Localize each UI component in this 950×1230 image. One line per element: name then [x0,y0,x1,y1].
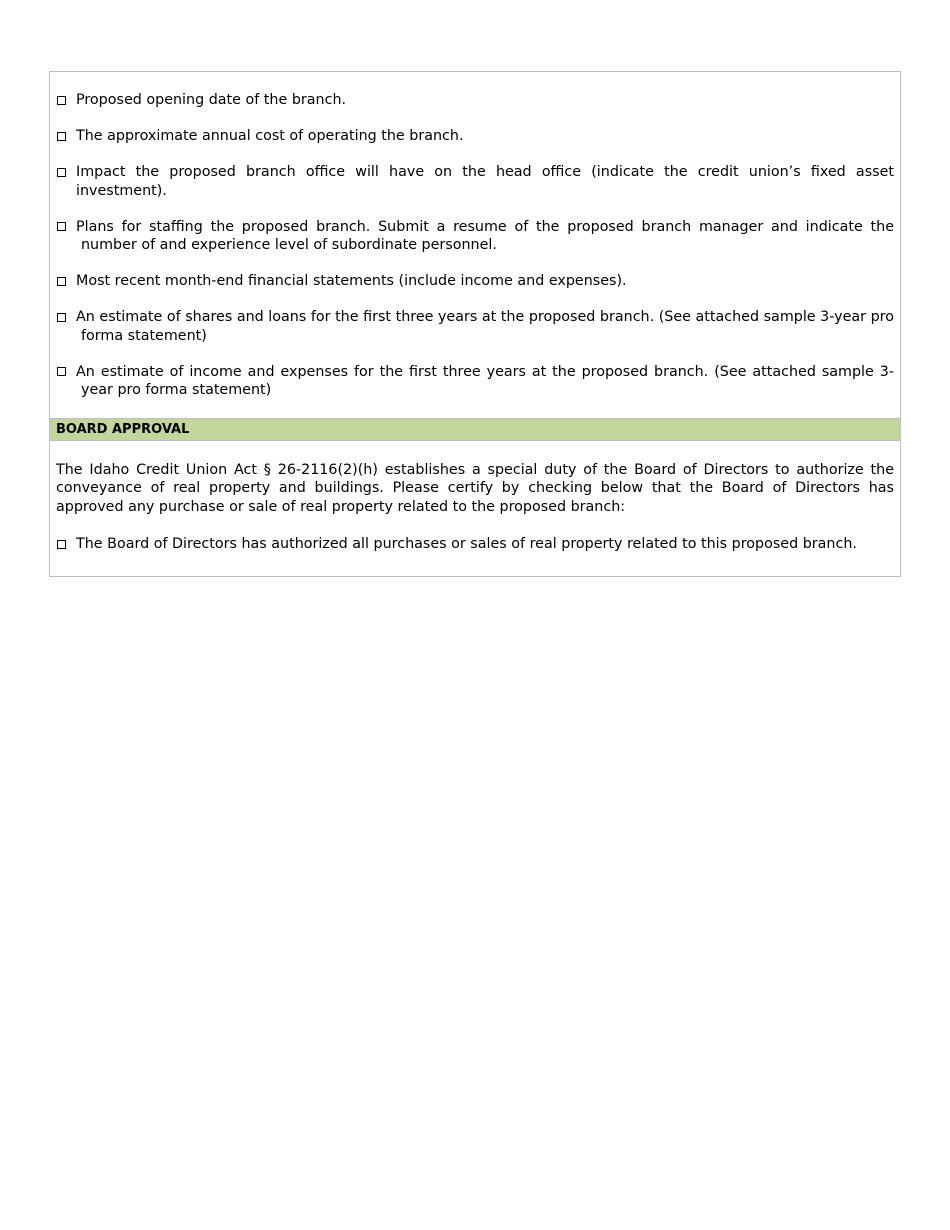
board-authorization-checkbox[interactable] [57,540,66,549]
checklist-item-board-authorization [56,535,894,554]
board-approval-section [50,441,900,576]
checklist-item-label: An estimate of shares and loans for the first three years at the proposed branch. (See attached sample 3-year pro forma statement) [76,309,894,344]
checklist-item-opening-date [56,91,894,110]
staffing-plans-checkbox[interactable] [57,222,66,231]
checklist-item-label: The approximate annual cost of operating the branch. [76,128,464,144]
income-expenses-estimate-checkbox[interactable] [57,367,66,376]
checklist-item-head-office-impact [56,163,894,200]
board-approval-header: BOARD APPROVAL [50,418,900,441]
checklist-item-label: Proposed opening date of the branch. [76,92,347,108]
checklist-item-label: Most recent month-end financial statements (include income and expenses). [76,273,627,289]
checklist-item-label: Plans for staffing the proposed branch. Submit a resume of the proposed branch manager and indicate the number of and experience level of subordinate personnel. [76,218,894,253]
application-form-box [49,71,901,577]
financial-statements-checkbox[interactable] [57,277,66,286]
checklist-item-label: Impact the proposed branch office will have on the head office (indicate the credit union’s fixed asset investment). [76,164,894,199]
shares-loans-estimate-checkbox[interactable] [57,313,66,322]
checklist-item-shares-loans-estimate [56,308,894,345]
board-approval-intro: The Idaho Credit Union Act § 26-2116(2)(h) establishes a special duty of the Board of Directors to authorize the conveyance of real property and buildings. Please certify by checking below that the Board of Directors has approved any purchase or sale of real property related to the proposed branch: [56,461,894,515]
branch-requirements-checklist [50,72,900,418]
head-office-impact-checkbox[interactable] [57,168,66,177]
checklist-item-label: An estimate of income and expenses for the first three years at the proposed branch. (See attached sample 3-year pro forma statement) [76,363,894,398]
checklist-item-annual-cost [56,127,894,146]
checklist-item-income-expenses-estimate [56,363,894,400]
annual-cost-checkbox[interactable] [57,132,66,141]
checklist-item-staffing-plans [56,218,894,255]
checklist-item-financial-statements [56,272,894,291]
board-authorization-label: The Board of Directors has authorized all purchases or sales of real property related to this proposed branch. [76,536,857,552]
opening-date-checkbox[interactable] [57,96,66,105]
